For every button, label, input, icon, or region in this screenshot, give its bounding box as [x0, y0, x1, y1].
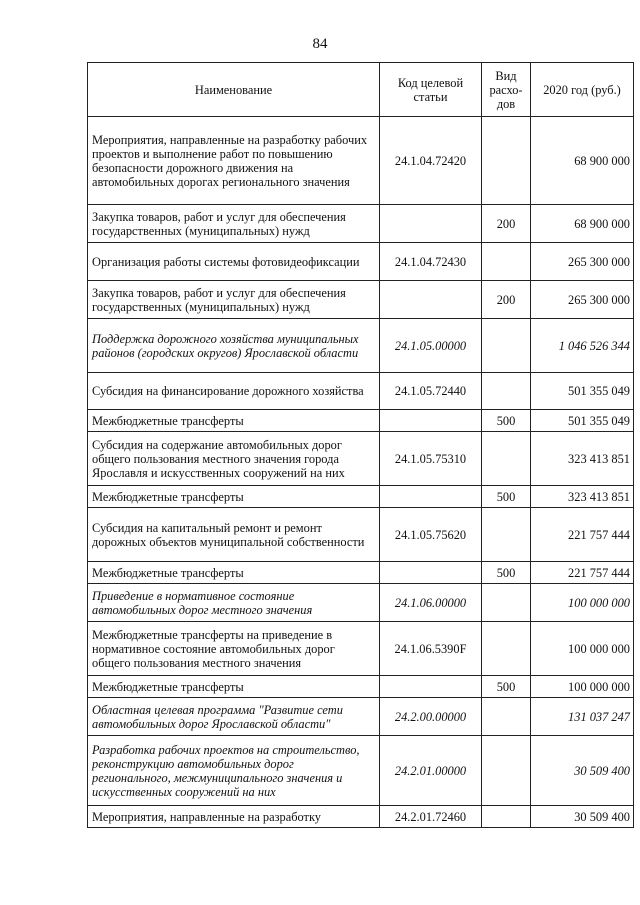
- row-type: [482, 432, 531, 486]
- table-row: [88, 562, 634, 584]
- row-code: 24.1.05.75620: [380, 508, 482, 562]
- row-sum: 265 300 000: [531, 243, 634, 281]
- row-sum: 30 509 400: [531, 806, 634, 828]
- table-row: [88, 736, 634, 806]
- row-name: Разработка рабочих проектов на строительство, реконструкцию автомобильных дорог регионального, межмуниципального значения и искусственных сооружений на них: [88, 736, 380, 806]
- row-code: [380, 676, 482, 698]
- row-sum: 131 037 247: [531, 698, 634, 736]
- table-row: [88, 622, 634, 676]
- row-sum: 221 757 444: [531, 508, 634, 562]
- row-sum: 221 757 444: [531, 562, 634, 584]
- row-name: Межбюджетные трансферты: [88, 676, 380, 698]
- row-code: 24.1.06.00000: [380, 584, 482, 622]
- row-code: 24.2.01.00000: [380, 736, 482, 806]
- row-type: 500: [482, 676, 531, 698]
- row-name: Областная целевая программа "Развитие сети автомобильных дорог Ярославской области": [88, 698, 380, 736]
- row-sum: 323 413 851: [531, 486, 634, 508]
- table-row: [88, 117, 634, 205]
- table-row: [88, 508, 634, 562]
- table-row: [88, 676, 634, 698]
- row-name: Субсидия на содержание автомобильных дорог общего пользования местного значения города Ярославля и искусственных сооружений на них: [88, 432, 380, 486]
- row-type: [482, 622, 531, 676]
- row-type: [482, 736, 531, 806]
- row-name: Субсидия на капитальный ремонт и ремонт дорожных объектов муниципальной собственности: [88, 508, 380, 562]
- table-row: [88, 432, 634, 486]
- page-number: 84: [312, 36, 328, 52]
- row-name: Закупка товаров, работ и услуг для обеспечения государственных (муниципальных) нужд: [88, 205, 380, 243]
- row-name: Межбюджетные трансферты: [88, 410, 380, 432]
- row-code: 24.1.04.72430: [380, 243, 482, 281]
- row-sum: 1 046 526 344: [531, 319, 634, 373]
- table-header-row: [88, 63, 634, 117]
- row-code: 24.1.05.72440: [380, 373, 482, 410]
- header-code: Код целевой статьи: [380, 63, 482, 117]
- row-sum: 68 900 000: [531, 205, 634, 243]
- table-row: [88, 486, 634, 508]
- table-row: [88, 410, 634, 432]
- header-type: Вид расхо-дов: [482, 63, 531, 117]
- row-type: 500: [482, 410, 531, 432]
- row-type: 500: [482, 486, 531, 508]
- row-code: 24.1.05.00000: [380, 319, 482, 373]
- row-code: [380, 205, 482, 243]
- row-type: [482, 806, 531, 828]
- row-code: [380, 281, 482, 319]
- row-code: [380, 486, 482, 508]
- row-sum: 323 413 851: [531, 432, 634, 486]
- table-row: [88, 806, 634, 828]
- row-name: Межбюджетные трансферты на приведение в нормативное состояние автомобильных дорог общего пользования местного значения: [88, 622, 380, 676]
- row-sum: 100 000 000: [531, 676, 634, 698]
- row-type: 200: [482, 281, 531, 319]
- budget-table: [87, 62, 634, 828]
- row-sum: 68 900 000: [531, 117, 634, 205]
- row-type: 200: [482, 205, 531, 243]
- row-sum: 30 509 400: [531, 736, 634, 806]
- table-row: [88, 281, 634, 319]
- row-type: 500: [482, 562, 531, 584]
- row-name: Мероприятия, направленные на разработку рабочих проектов и выполнение работ по повышению безопасности дорожного движения на автомобильных дорогах регионального значения: [88, 117, 380, 205]
- table-row: [88, 584, 634, 622]
- row-type: [482, 243, 531, 281]
- row-type: [482, 373, 531, 410]
- table-row: [88, 698, 634, 736]
- row-name: Субсидия на финансирование дорожного хозяйства: [88, 373, 380, 410]
- row-code: 24.1.06.5390F: [380, 622, 482, 676]
- row-sum: 265 300 000: [531, 281, 634, 319]
- row-name: Межбюджетные трансферты: [88, 562, 380, 584]
- row-name: Закупка товаров, работ и услуг для обеспечения государственных (муниципальных) нужд: [88, 281, 380, 319]
- row-code: [380, 562, 482, 584]
- row-type: [482, 508, 531, 562]
- row-name: Мероприятия, направленные на разработку: [88, 806, 380, 828]
- row-code: 24.1.05.75310: [380, 432, 482, 486]
- table-row: [88, 205, 634, 243]
- table-row: [88, 243, 634, 281]
- row-code: 24.2.00.00000: [380, 698, 482, 736]
- row-code: 24.2.01.72460: [380, 806, 482, 828]
- row-sum: 501 355 049: [531, 410, 634, 432]
- table-row: [88, 319, 634, 373]
- header-name: Наименование: [88, 63, 380, 117]
- row-sum: 501 355 049: [531, 373, 634, 410]
- row-type: [482, 698, 531, 736]
- header-sum: 2020 год (руб.): [531, 63, 634, 117]
- table-row: [88, 373, 634, 410]
- row-name: Приведение в нормативное состояние автомобильных дорог местного значения: [88, 584, 380, 622]
- row-name: Организация работы системы фотовидеофиксации: [88, 243, 380, 281]
- row-code: 24.1.04.72420: [380, 117, 482, 205]
- row-sum: 100 000 000: [531, 622, 634, 676]
- table-body: [88, 117, 634, 828]
- row-type: [482, 319, 531, 373]
- row-type: [482, 584, 531, 622]
- row-name: Межбюджетные трансферты: [88, 486, 380, 508]
- row-type: [482, 117, 531, 205]
- row-sum: 100 000 000: [531, 584, 634, 622]
- row-name: Поддержка дорожного хозяйства муниципальных районов (городских округов) Ярославской области: [88, 319, 380, 373]
- row-code: [380, 410, 482, 432]
